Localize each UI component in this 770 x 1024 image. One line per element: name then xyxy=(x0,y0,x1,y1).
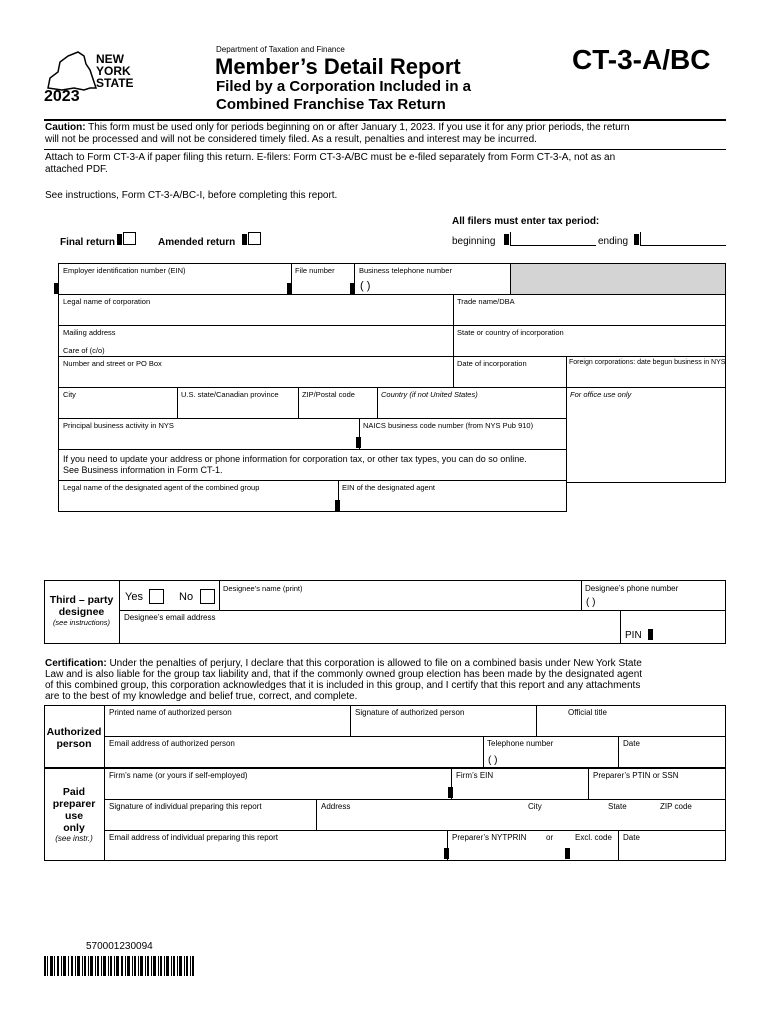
preparer-firm-ein-input[interactable] xyxy=(455,781,584,797)
authorized-date-input[interactable] xyxy=(622,749,722,765)
beginning-marker xyxy=(504,234,509,245)
trade-name-label: Trade name/DBA xyxy=(457,297,515,306)
care-of-label: Care of (c/o) xyxy=(63,346,105,355)
amended-return-marker xyxy=(242,234,247,245)
preparer-row-rule-1 xyxy=(104,799,726,800)
designee-email-label: Designee’s email address xyxy=(124,613,216,622)
barcode-graphic xyxy=(44,956,194,976)
preparer-nytprin-marker xyxy=(444,848,449,859)
department-name: Department of Taxation and Finance xyxy=(216,45,345,54)
preparer-label-divider xyxy=(104,768,105,861)
caution-rule xyxy=(44,149,726,150)
authorized-title-input[interactable] xyxy=(540,718,722,734)
certification-line-2: Law and is also liable for the group tax liability and, that if the commonly owned group election has been made by the designated agent xyxy=(45,669,643,680)
preparer-ptin-label: Preparer’s PTIN or SSN xyxy=(593,771,679,780)
designee-pin-input[interactable] xyxy=(654,626,722,642)
preparer-or-label: or xyxy=(546,833,554,842)
attach-paragraph xyxy=(45,152,730,176)
preparer-city-label: City xyxy=(528,802,542,811)
amended-return-checkbox[interactable] xyxy=(248,232,261,245)
office-use-label: For office use only xyxy=(570,390,632,399)
designee-name-text: Designee’s name (print) xyxy=(223,584,303,593)
designee-label-line-2: designee xyxy=(58,606,105,618)
ein-label: Employer identification number (EIN) xyxy=(63,266,186,275)
preparer-excl-code-label: Excl. code xyxy=(575,833,612,842)
office-use-area xyxy=(566,387,726,483)
designee-pin-label: PIN xyxy=(625,630,642,641)
designee-name-input[interactable] xyxy=(223,594,577,608)
nys-logo xyxy=(44,46,154,106)
naics-label: NAICS business code number (from NYS Pub 910) xyxy=(363,421,534,430)
authorized-div-2 xyxy=(536,705,537,736)
preparer-firm-name-input[interactable] xyxy=(108,781,446,797)
designee-label-line-1: Third – party xyxy=(49,594,114,606)
designee-phone-label: Designee’s phone number xyxy=(585,584,679,593)
update-info-line-1: If you need to update your address or phone information for corporation tax, or other tax types, you can do so online. xyxy=(63,454,527,464)
preparer-label-line-4: only xyxy=(63,822,85,834)
form-id: CT-3-A/BC xyxy=(572,44,711,75)
tax-period-heading: All filers must enter tax period: xyxy=(452,216,600,227)
form-title: Member’s Detail Report xyxy=(215,54,461,79)
barcode-image xyxy=(44,956,194,976)
authorized-title-label: Official title xyxy=(568,708,607,717)
authorized-label-line-2: person xyxy=(56,738,92,750)
update-info-text xyxy=(63,454,527,476)
preparer-state-label: State xyxy=(608,802,627,811)
amended-return-label: Amended return xyxy=(158,237,236,248)
state-province-label: U.S. state/Canadian province xyxy=(181,390,279,399)
designee-email-input[interactable] xyxy=(124,624,614,642)
preparer-div-3 xyxy=(316,799,317,830)
authorized-div-1 xyxy=(350,705,351,736)
business-phone-parens: ( ) xyxy=(360,280,371,292)
authorized-printed-name-input[interactable] xyxy=(108,718,346,734)
designee-divider-3 xyxy=(581,580,582,610)
designee-divider-4 xyxy=(620,610,621,644)
country-label: Country (if not United States) xyxy=(381,390,478,399)
designee-divider-1 xyxy=(119,580,120,644)
designee-phone-parens: ( ) xyxy=(586,597,596,608)
designee-yes-checkbox[interactable] xyxy=(149,589,164,604)
preparer-excl-marker xyxy=(565,848,570,859)
state-of-incorporation-label: State or country of incorporation xyxy=(457,328,564,337)
ein-marker xyxy=(54,283,59,294)
authorized-date-label: Date xyxy=(623,739,640,748)
preparer-row-rule-2 xyxy=(104,830,726,831)
preparer-div-5 xyxy=(618,830,619,861)
caution-label: Caution: xyxy=(45,122,86,133)
authorized-div-4 xyxy=(618,736,619,768)
authorized-telephone-label: Telephone number xyxy=(487,739,554,748)
certification-line-1: Under the penalties of perjury, I declare that this corporation is allowed to file on a combined basis under New York State xyxy=(109,658,642,669)
business-phone-label: Business telephone number xyxy=(359,266,452,275)
authorized-phone-parens: ( ) xyxy=(488,755,498,766)
logo-line-1: NEW xyxy=(96,52,124,66)
preparer-label-line-2: preparer xyxy=(52,798,96,810)
certification-line-3: of this combined group, this corporation acknowledges that it is included in this group, and I certify that this report and any attachments xyxy=(45,680,641,691)
shaded-block xyxy=(510,263,726,295)
designee-no-checkbox[interactable] xyxy=(200,589,215,604)
preparer-email-label: Email address of individual preparing this report xyxy=(109,833,278,842)
authorized-email-input[interactable] xyxy=(108,749,480,765)
preparer-signature-input[interactable] xyxy=(108,812,312,828)
designee-name-label xyxy=(223,584,302,593)
ending-marker xyxy=(634,234,639,245)
preparer-firm-name-label: Firm’s name (or yours if self-employed) xyxy=(109,771,248,780)
caution-line-2: will not be processed and will not be considered timely filed. As a result, penalties and interest may be incurred. xyxy=(45,134,537,145)
header-rule xyxy=(44,119,726,121)
preparer-date-input[interactable] xyxy=(622,843,722,859)
file-number-marker xyxy=(287,283,292,294)
preparer-section-label xyxy=(44,786,104,843)
date-incorporation-label: Date of incorporation xyxy=(457,359,527,368)
update-info-line-2: See Business information in Form CT-1. xyxy=(63,465,223,475)
final-return-marker xyxy=(117,234,122,245)
mailing-address-label: Mailing address xyxy=(63,328,116,337)
preparer-firm-ein-label: Firm’s EIN xyxy=(456,771,494,780)
agent-name-label: Legal name of the designated agent of the combined group xyxy=(63,483,260,492)
certification-label: Certification: xyxy=(45,658,107,669)
period-beginning-field[interactable] xyxy=(510,232,596,246)
preparer-ptin-input[interactable] xyxy=(592,781,722,797)
city-field[interactable] xyxy=(58,387,178,419)
certification-paragraph xyxy=(45,658,735,702)
attach-line-1: Attach to Form CT-3-A if paper filing this return. E-filers: Form CT-3-A/BC must be e-filed separately from Form CT-3-A, not as an xyxy=(45,152,616,163)
agent-ein-label: EIN of the designated agent xyxy=(342,483,435,492)
final-return-label: Final return xyxy=(60,237,116,248)
principal-activity-label: Principal business activity in NYS xyxy=(63,421,174,430)
designee-pin-marker xyxy=(648,629,653,640)
tax-year: 2023 xyxy=(44,88,80,105)
final-return-checkbox[interactable] xyxy=(123,232,136,245)
file-number-label: File number xyxy=(295,266,335,275)
designee-no-label: No xyxy=(179,591,194,603)
designee-section-label xyxy=(44,594,119,627)
period-beginning-label: beginning xyxy=(452,236,496,247)
authorized-div-3 xyxy=(483,736,484,768)
form-subtitle-2: Combined Franchise Tax Return xyxy=(216,96,446,113)
authorized-printed-name-label: Printed name of authorized person xyxy=(109,708,232,717)
preparer-label-line-3: use xyxy=(64,810,84,822)
preparer-email-input[interactable] xyxy=(108,843,442,859)
preparer-address-label: Address xyxy=(321,802,351,811)
designee-row-rule xyxy=(119,610,726,611)
attach-line-2: attached PDF. xyxy=(45,164,108,175)
form-subtitle-1: Filed by a Corporation Included in a xyxy=(216,78,472,95)
preparer-date-label: Date xyxy=(623,833,640,842)
designee-yes-label: Yes xyxy=(125,591,143,603)
city-label: City xyxy=(63,390,76,399)
designee-divider-2 xyxy=(219,580,220,610)
barcode-number: 570001230094 xyxy=(86,941,153,952)
authorized-email-label: Email address of authorized person xyxy=(109,739,235,748)
authorized-label-line-1: Authorized xyxy=(46,726,102,738)
designee-label-line-3: (see instructions) xyxy=(52,618,111,627)
preparer-label-line-1: Paid xyxy=(62,786,86,798)
period-ending-label: ending xyxy=(598,236,629,247)
preparer-firm-ein-marker xyxy=(448,787,453,798)
caution-paragraph xyxy=(45,122,730,146)
authorized-signature-input[interactable] xyxy=(354,718,532,734)
preparer-zip-label: ZIP code xyxy=(660,802,692,811)
authorized-section-label xyxy=(44,726,104,750)
caution-line-1: This form must be used only for periods beginning on or after January 1, 2023. If you use it for any prior periods, the return xyxy=(88,122,630,133)
foreign-corp-date-label: Foreign corporations: date begun business in NYS xyxy=(569,359,726,366)
logo-line-3: STATE xyxy=(96,76,134,90)
preparer-label-line-5: (see instr.) xyxy=(55,834,93,843)
authorized-row-rule xyxy=(104,736,726,737)
business-phone-marker xyxy=(350,283,355,294)
legal-name-label: Legal name of corporation xyxy=(63,297,151,306)
preparer-div-2 xyxy=(588,768,589,799)
preparer-signature-label: Signature of individual preparing this report xyxy=(109,802,262,811)
authorized-signature-label: Signature of authorized person xyxy=(355,708,465,717)
mailing-address-field[interactable] xyxy=(58,325,454,357)
preparer-nytprin-label: Preparer’s NYTPRIN xyxy=(452,833,527,842)
see-instructions-text: See instructions, Form CT-3-A/BC-I, before completing this report. xyxy=(45,190,338,201)
logo-line-2: YORK xyxy=(96,64,131,78)
zip-label: ZIP/Postal code xyxy=(302,390,355,399)
preparer-address-input[interactable] xyxy=(320,812,520,828)
number-street-label: Number and street or PO Box xyxy=(63,359,162,368)
certification-line-4: are to the best of my knowledge and belief true, correct, and complete. xyxy=(45,691,358,702)
period-ending-field[interactable] xyxy=(640,232,726,246)
